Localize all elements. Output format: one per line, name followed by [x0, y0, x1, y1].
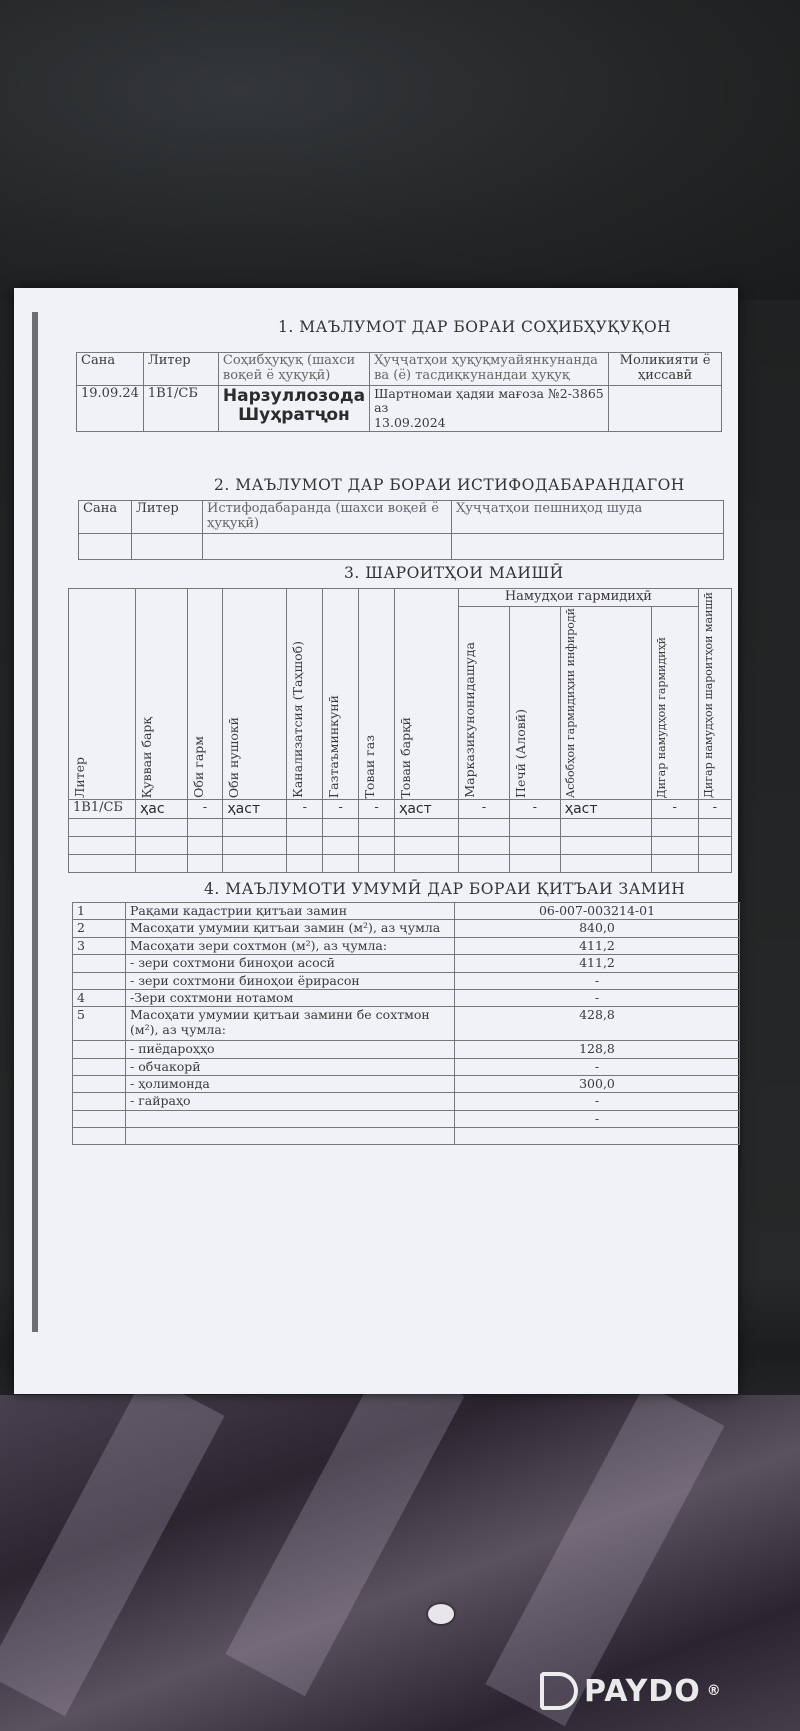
- col-liter: Литер: [72, 757, 87, 799]
- users-header-user: Истифодабаранда (шахси воқеӣ ё ҳуқуқӣ): [203, 501, 452, 534]
- section4-title: 4. МАЪЛУМОТИ УМУМӢ ДАР БОРАИ ҚИТЪАИ ЗАМИН: [204, 880, 686, 898]
- land-row: [73, 1041, 740, 1058]
- col-individual-heaters: Асбобҳои гармидиҳии инфиродӣ: [563, 608, 577, 799]
- land-row-num: [73, 1110, 126, 1127]
- owner-date: 19.09.24: [77, 385, 144, 431]
- land-row-value: [455, 1128, 740, 1145]
- land-row-label: -Зери сохтмони нотамом: [126, 989, 455, 1006]
- row-gas-stove: -: [359, 800, 395, 819]
- land-row: [73, 972, 740, 989]
- land-row-num: 3: [73, 937, 126, 954]
- row-electricity: ҳас: [136, 800, 188, 819]
- land-row: [73, 1007, 740, 1041]
- owner-name-line1: Нарзуллозода: [222, 385, 366, 406]
- land-row: [73, 1076, 740, 1093]
- row-electric-stove: ҳаст: [395, 800, 459, 819]
- col-drinking-water: Оби нушокӣ: [226, 717, 242, 799]
- users-header-liter: Литер: [132, 501, 203, 534]
- land-row-label: [126, 1110, 455, 1127]
- land-row: [73, 989, 740, 1006]
- shirt-button: [428, 1604, 454, 1624]
- row-hot-water: -: [187, 800, 223, 819]
- land-row-label: Масоҳати умумии қитъаи замини бе сохтмон (м²), аз ҷумла:: [126, 1007, 455, 1041]
- land-row: [73, 903, 740, 920]
- section3-title: 3. ШАРОИТҲОИ МАИШӢ: [344, 564, 564, 582]
- land-row-value: -: [455, 1093, 740, 1110]
- col-hot-water: Оби гарм: [190, 736, 206, 799]
- row-individual-heaters: ҳаст: [560, 800, 651, 819]
- document-sheet: [14, 288, 738, 1394]
- owner-document-line1: Шартномаи ҳадяи мағоза №2-3865 аз: [374, 385, 604, 416]
- land-row-num: 5: [73, 1007, 126, 1041]
- land-row-value: -: [455, 1110, 740, 1127]
- land-row-value: 411,2: [455, 937, 740, 954]
- col-electricity: Қувваи барқ: [139, 716, 154, 799]
- land-row-num: 2: [73, 920, 126, 937]
- owner-liter: 1В1/СБ: [143, 385, 218, 431]
- binding-edge: [32, 312, 38, 1332]
- col-gas-stove: Товаи газ: [362, 734, 378, 799]
- land-row-num: 1: [73, 903, 126, 920]
- land-row-num: [73, 1076, 126, 1093]
- land-row-label: - обчакорӣ: [126, 1058, 455, 1075]
- land-row-num: [73, 1093, 126, 1110]
- row-drinking-water: ҳаст: [223, 800, 287, 819]
- land-row-value: 300,0: [455, 1076, 740, 1093]
- col-stove-heating: Печӣ (Аловӣ): [512, 709, 528, 799]
- land-row-num: [73, 955, 126, 972]
- header-liter: Литер: [143, 353, 218, 386]
- land-row-label: Масоҳати умумии қитъаи замин (м²), аз ҷумла: [126, 920, 455, 937]
- land-row: [73, 920, 740, 937]
- header-date: Сана: [77, 353, 144, 386]
- row-other-household: -: [698, 800, 731, 819]
- land-row-value: 411,2: [455, 955, 740, 972]
- row-other-heating: -: [651, 800, 698, 819]
- land-row-value: 840,0: [455, 920, 740, 937]
- land-row: [73, 937, 740, 954]
- land-row-num: [73, 1041, 126, 1058]
- paydo-watermark: [540, 1672, 722, 1710]
- users-header-documents: Ҳуҷҷатҳои пешниҳод шуда: [452, 501, 724, 534]
- land-table: [72, 902, 740, 1145]
- owners-table: [76, 352, 722, 432]
- land-row: [73, 1110, 740, 1127]
- col-other-household: Дигар намудҳои шароитҳои маишӣ: [701, 592, 715, 799]
- col-sewerage: Канализатсия (Таҳшоб): [290, 641, 306, 799]
- header-owner: Соҳибҳуқуқ (шахси воқеӣ ё ҳуқуқӣ): [218, 353, 369, 386]
- land-row-value: 428,8: [455, 1007, 740, 1041]
- land-row-value: -: [455, 972, 740, 989]
- col-gas-supply: Газтаъминкунӣ: [326, 695, 342, 799]
- land-row-label: - зери сохтмони биноҳои ёрирасон: [126, 972, 455, 989]
- owner-share: [609, 385, 722, 431]
- land-row-value: 06-007-003214-01: [455, 903, 740, 920]
- row-gas-supply: -: [323, 800, 359, 819]
- row-central-heating: -: [459, 800, 510, 819]
- land-row-label: - пиёдароҳҳо: [126, 1041, 455, 1058]
- land-row-value: -: [455, 1058, 740, 1075]
- col-electric-stove: Товаи барқӣ: [398, 716, 414, 799]
- land-row-label: - гайраҳо: [126, 1093, 455, 1110]
- land-row: [73, 1093, 740, 1110]
- paydo-brand: PAYDO: [584, 1673, 701, 1709]
- land-row-num: [73, 972, 126, 989]
- section2-title: 2. МАЪЛУМОТ ДАР БОРАИ ИСТИФОДАБАРАНДАГОН: [214, 476, 685, 494]
- row-liter: 1В1/СБ: [69, 800, 136, 819]
- col-other-heating: Дигар намудҳои гармидиҳӣ: [654, 636, 668, 799]
- header-share: Моликияти ё ҳиссавӣ: [609, 353, 722, 386]
- paydo-logo-icon: [540, 1672, 578, 1710]
- heating-group-header: Намудҳои гармидиҳӣ: [459, 589, 699, 607]
- land-row-label: - зери сохтмони биноҳои асосӣ: [126, 955, 455, 972]
- header-documents: Ҳуҷҷатҳои ҳуқуқмуайянкунанда ва (ё) тасдиқкунандаи ҳуқуқ: [370, 353, 609, 386]
- land-row-num: [73, 1128, 126, 1145]
- users-header-date: Сана: [79, 501, 132, 534]
- row-sewerage: -: [287, 800, 323, 819]
- land-row: [73, 1128, 740, 1145]
- owner-name-line2: Шуҳратҷон: [238, 405, 350, 426]
- land-row-value: -: [455, 989, 740, 1006]
- row-stove-heating: -: [509, 800, 560, 819]
- col-central-heating: Марказикунонидашуда: [462, 642, 478, 799]
- land-row-label: Рақами кадастрии қитъаи замин: [126, 903, 455, 920]
- users-table: [78, 500, 724, 560]
- owner-document-line2: 13.09.2024: [374, 414, 446, 430]
- land-row: [73, 1058, 740, 1075]
- land-row-label: [126, 1128, 455, 1145]
- land-row-num: [73, 1058, 126, 1075]
- household-table: [68, 588, 732, 873]
- background-top: [0, 0, 800, 300]
- land-row-label: - ҳолимонда: [126, 1076, 455, 1093]
- land-row-label: Масоҳати зери сохтмон (м²), аз ҷумла:: [126, 937, 455, 954]
- section1-title: 1. МАЪЛУМОТ ДАР БОРАИ СОҲИБҲУҚУҚОН: [278, 318, 672, 336]
- land-row-num: 4: [73, 989, 126, 1006]
- registered-mark: ®: [706, 1683, 722, 1699]
- land-row: [73, 955, 740, 972]
- land-row-value: 128,8: [455, 1041, 740, 1058]
